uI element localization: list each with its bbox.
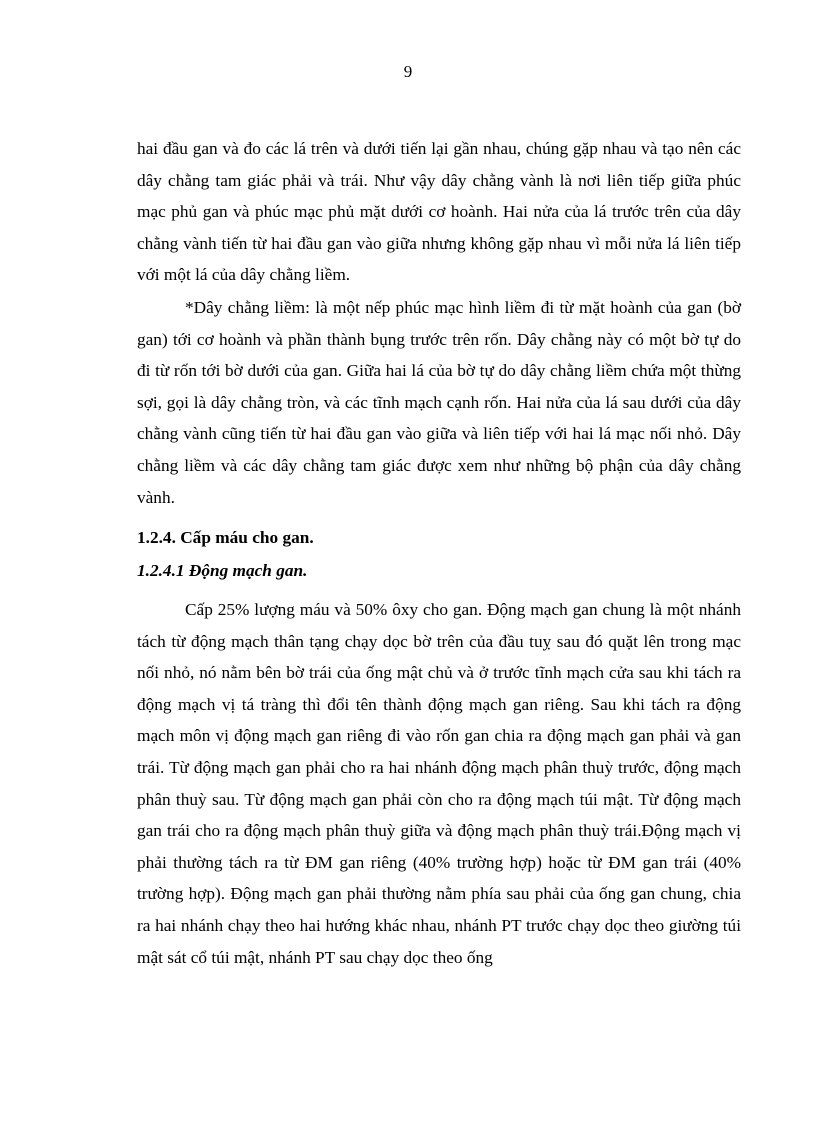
- paragraph-text: hai đầu gan và đo các lá trên và dưới tiến lại gần nhau, chúng gặp nhau và tạo nên các dây chằng tam giác phải và trái. Như vậy dây chằng vành là nơi liên tiếp giữa phúc mạc phủ gan và phúc mạc phủ mặt dưới cơ hoành. Hai nửa của lá trước trên của dây chằng vành tiến từ hai đầu gan vào giữa nhưng không gặp nhau vì mỗi nửa lá liên tiếp với một lá của dây chằng liềm.: [137, 139, 741, 285]
- paragraph-falciform-ligament: [137, 292, 741, 513]
- paragraph-text: Cấp 25% lượng máu và 50% ôxy cho gan. Động mạch gan chung là một nhánh tách từ động mạch thân tạng chạy dọc bờ trên của đầu tuỵ sau đó quặt lên trong mạc nối nhỏ, nó nằm bên bờ trái của ống mật chủ và ở trước tĩnh mạch cửa sau khi tách ra động mạch vị tá tràng thì đổi tên thành động mạch gan riêng. Sau khi tách ra động mạch môn vị động mạch gan riêng đi vào rốn gan chia ra động mạch gan phải và gan trái. Từ động mạch gan phải cho ra hai nhánh động mạch phân thuỳ trước, động mạch phân thuỳ sau. Từ động mạch gan phải còn cho ra động mạch túi mật. Từ động mạch gan trái cho ra động mạch phân thuỳ giữa và động mạch phân thuỳ trái.Động mạch vị phải thường tách ra từ ĐM gan riêng (40% trường hợp) hoặc từ ĐM gan trái (40% trường hợp). Động mạch gan phải thường nằm phía sau phải của ống gan chung, chia ra hai nhánh chạy theo hai hướng khác nhau, nhánh PT trước chạy dọc theo giường túi mật sát cổ túi mật, nhánh PT sau chạy dọc theo ống: [137, 600, 741, 967]
- paragraph-text: *Dây chằng liềm: là một nếp phúc mạc hình liềm đi từ mặt hoành của gan (bờ gan) tới cơ hoành và phần thành bụng trước trên rốn. Dây chằng này có một bờ tự do đi từ rốn tới bờ dưới của gan. Giữa hai lá của bờ tự do dây chằng liềm chứa một thừng sợi, gọi là dây chằng tròn, và các tĩnh mạch cạnh rốn. Hai nửa của lá sau dưới của dây chằng vành cũng tiến từ hai đầu gan vào giữa và liên tiếp với hai lá mạc nối nhỏ. Dây chằng liềm và các dây chằng tam giác được xem như những bộ phận của dây chằng vành.: [137, 298, 741, 507]
- paragraph-ligament-continuation: [137, 133, 741, 291]
- page-number: 9: [403, 62, 413, 81]
- paragraph-hepatic-artery: [137, 594, 741, 973]
- subsection-heading: 1.2.4.1 Động mạch gan.: [137, 561, 308, 580]
- section-heading: 1.2.4. Cấp máu cho gan.: [137, 528, 314, 547]
